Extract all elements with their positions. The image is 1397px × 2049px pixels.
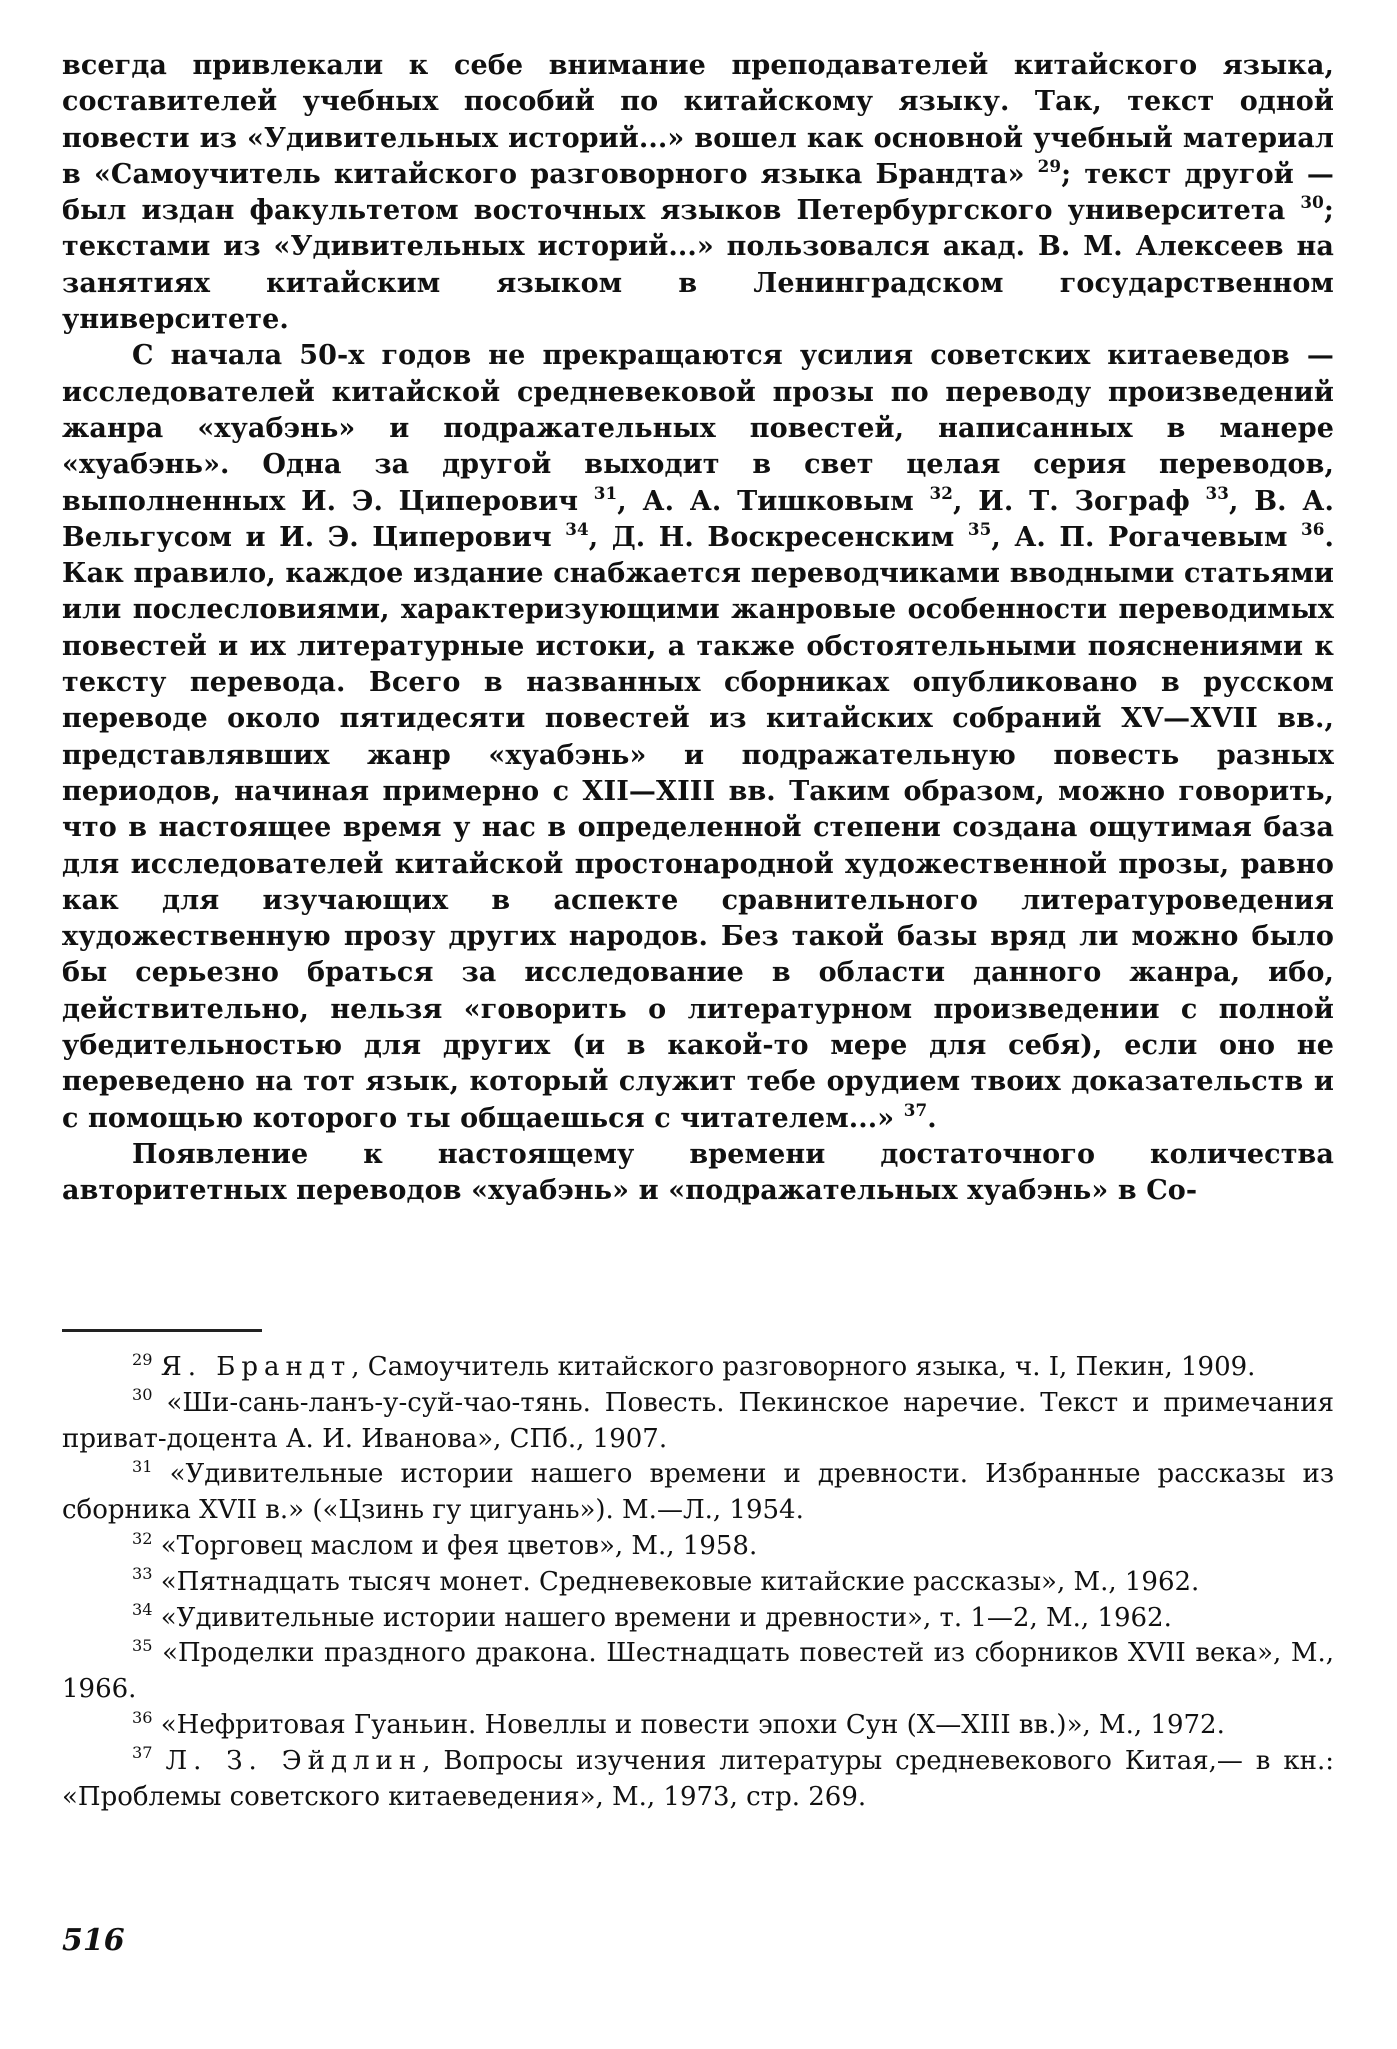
footnote-author: Л. З. Эйдлин — [165, 1745, 423, 1776]
footnote-ref-34[interactable]: 34 — [565, 519, 589, 540]
footnote-number: 30 — [132, 1385, 153, 1405]
footnote-ref-37[interactable]: 37 — [903, 1099, 928, 1120]
footnote-ref-33[interactable]: 33 — [1205, 482, 1230, 503]
footnote-30: $^{30}$ «Ши-сань-ланъ-у-суй-чао-тянь. Повесть. Пекинское наречие. Текст и примечания приват-доцента А. И. Иванова», СПб., 1907. — [62, 1385, 1334, 1454]
footnote-number: 34 — [132, 1600, 153, 1620]
footnote-ref-29[interactable]: 29 — [1037, 156, 1062, 177]
footnote-ref-31[interactable]: 31 — [593, 482, 618, 503]
main-text — [62, 48, 1334, 1210]
footnote-number: 31 — [132, 1456, 153, 1476]
footnote-37: $^{37}$ Л. З. Эйдлин, Вопросы изучения литературы средневекового Китая,— в кн.: «Проблемы советского китаеведения», М., 1973, стр. 269. — [62, 1743, 1334, 1812]
footnote-divider — [62, 1329, 262, 1332]
footnote-number: 29 — [132, 1349, 153, 1369]
footnote-31: $^{31}$ «Удивительные истории нашего времени и древности. Избранные рассказы из сборника XVII в.» («Цзинь гу цигуань»). М.—Л., 1954. — [62, 1456, 1335, 1526]
footnote-ref-32[interactable]: 32 — [929, 482, 954, 503]
footnote-number: 35 — [132, 1635, 153, 1655]
footnote-36: $^{36}$ «Нефритовая Гуаньин. Новеллы и повести эпохи Сун (X—XIII вв.)», М., 1972. — [132, 1707, 1225, 1740]
footnote-32: $^{32}$ «Торговец маслом и фея цветов», М., 1958. — [132, 1528, 758, 1561]
paragraph-3: Появление к настоящему времени достаточного количества авторитетных переводов «хуабэнь» и «подражательных хуабэнь» в Со- — [62, 1138, 1334, 1207]
footnote-ref-30[interactable]: 30 — [1300, 192, 1324, 213]
page-number: 516 — [62, 1923, 125, 1958]
footnote-35: $^{35}$ «Проделки праздного дракона. Шестнадцать повестей из сборников XVII века», М., 1966. — [62, 1635, 1335, 1705]
footnote-34: $^{34}$ «Удивительные истории нашего времени и древности», т. 1—2, М., 1962. — [132, 1600, 1172, 1633]
footnote-29: $^{29}$ Я. Брандт, Самоучитель китайского разговорного языка, ч. I, Пекин, 1909. — [132, 1349, 1256, 1382]
footnotes — [62, 1350, 1334, 1815]
footnote-ref-36[interactable]: 36 — [1301, 519, 1325, 540]
footnote-number: 33 — [132, 1564, 153, 1584]
paragraph-2: С начала 50-х годов не прекращаются усилия советских китаеведов — исследователей китайской средневековой прозы по переводу произведений жанра «хуабэнь» и подражательных повестей, написанных в манере «хуабэнь». Одна за другой выходит в свет целая серия переводов, выполненных И. Э. Циперович $^{31}$, А. А. Тишковым $^{32}$, И. Т. Зограф $^{33}$, В. А. Вельгусом и И. Э. Циперович $^{34}$, Д. Н. Воскресенским $^{35}$, А. П. Рогачевым $^{36}$. Как правило, каждое издание снабжается переводчиками вводными статьями или послесловиями, характеризующими жанровые особенности переводимых повестей и их литературные истоки, а также обстоятельными пояснениями к тексту перевода. Всего в названных сборниках опубликовано в русском переводе около пятидесяти повестей из китайских собраний XV—XVII вв., представлявших жанр «хуабэнь» и подражательную повесть разных периодов, начиная примерно с XII—XIII вв. Таким образом, можно говорить, что в настоящее время у нас в определенной степени создана ощутимая база для исследователей китайской простонародной художественной прозы, равно как для изучающих в аспекте сравнительного литературоведения художественную прозу других народов. Без такой базы вряд ли можно было бы серьезно браться за исследование в области данного жанра, ибо, действительно, нельзя «говорить о литературном произведении с полной убедительностью для других (и в какой-то мере для себя), если оно не переведено на тот язык, который служит тебе орудием твоих доказательств и с помощью которого ты общаешься с читателем...» $^{37}$. — [62, 340, 1334, 1134]
footnote-number: 32 — [132, 1528, 153, 1548]
footnote-author: Я. Брандт — [160, 1352, 352, 1382]
paragraph-1: всегда привлекали к себе внимание преподавателей китайского языка, составителей учебных пособий по китайскому языку. Так, текст одной повести из «Удивительных историй...» вошел как основной учебный материал в «Самоучитель китайского разговорного языка Брандта» $^{29}$; текст другой — был издан факультетом восточных языков Петербургского университета $^{30}$; текстами из «Удивительных историй...» пользовался акад. В. М. Алексеев на занятиях китайским языком в Ленинградском государственном университете. — [62, 50, 1334, 336]
footnote-ref-35[interactable]: 35 — [967, 519, 992, 540]
footnote-number: 37 — [132, 1743, 153, 1763]
footnote-number: 36 — [132, 1707, 153, 1727]
footnote-33: $^{33}$ «Пятнадцать тысяч монет. Средневековые китайские рассказы», М., 1962. — [132, 1564, 1200, 1597]
